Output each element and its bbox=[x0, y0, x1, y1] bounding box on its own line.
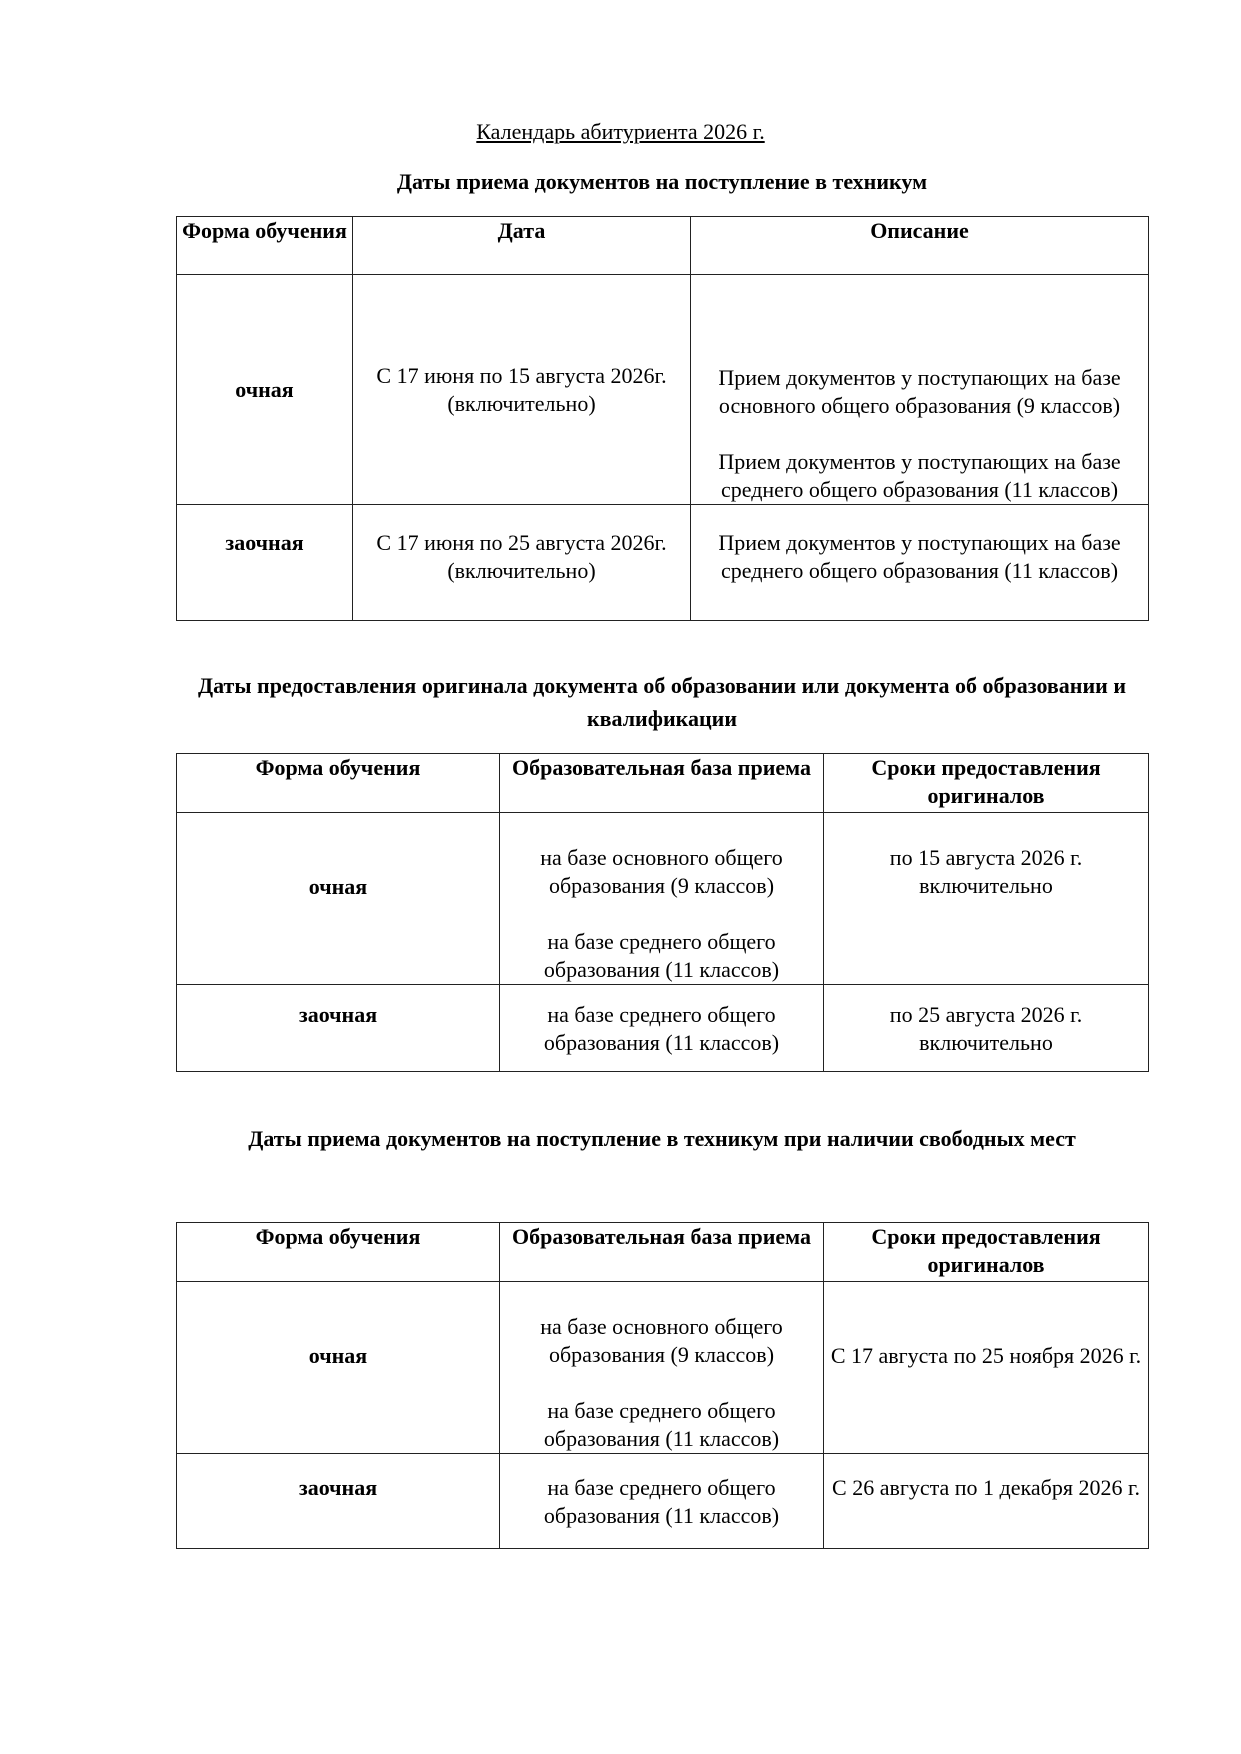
base-text: на базе среднего общего образования (11 классов) bbox=[543, 929, 780, 982]
table-header-row bbox=[177, 1223, 1149, 1282]
header-description: Описание bbox=[691, 217, 1149, 275]
deadline-cell: по 15 августа 2026 г. включительно bbox=[824, 813, 1149, 985]
base-text: на базе среднего общего образования (11 классов) bbox=[543, 1398, 780, 1451]
table-row bbox=[177, 1282, 1149, 1454]
table-header-row bbox=[177, 754, 1149, 813]
form-cell: очная bbox=[177, 275, 353, 505]
base-cell bbox=[500, 813, 824, 985]
header-form: Форма обучения bbox=[177, 217, 353, 275]
table-header-row bbox=[177, 217, 1149, 275]
base-text: на базе среднего общего образования (11 классов) bbox=[543, 1002, 780, 1055]
form-cell: заочная bbox=[177, 505, 353, 621]
form-cell: очная bbox=[177, 813, 500, 985]
form-cell: заочная bbox=[177, 1454, 500, 1549]
page-title bbox=[0, 118, 1241, 146]
base-text: на базе основного общего образования (9 классов) bbox=[540, 845, 783, 898]
table-row bbox=[177, 275, 1149, 505]
header-form: Форма обучения bbox=[177, 754, 500, 813]
header-deadline: Сроки предоставления оригиналов bbox=[824, 1223, 1149, 1282]
description-text: Прием документов у поступающих на базе среднего общего образования (11 классов) bbox=[718, 449, 1121, 502]
base-text: на базе основного общего образования (9 классов) bbox=[540, 1314, 783, 1367]
description-text: Прием документов у поступающих на базе основного общего образования (9 классов) bbox=[718, 365, 1121, 418]
header-base: Образовательная база приема bbox=[500, 1223, 824, 1282]
page-title-text: Календарь абитуриента 2026 г. bbox=[476, 119, 765, 144]
base-text: на базе среднего общего образования (11 классов) bbox=[543, 1475, 780, 1528]
date-cell: С 17 июня по 15 августа 2026г. (включительно) bbox=[353, 275, 691, 505]
section1-heading: Даты приема документов на поступление в техникум bbox=[396, 169, 928, 194]
header-deadline: Сроки предоставления оригиналов bbox=[824, 754, 1149, 813]
admission-dates-table bbox=[176, 216, 1149, 621]
originals-deadlines-table bbox=[176, 753, 1149, 1072]
section3-heading: Даты приема документов на поступление в техникум при наличии свободных мест bbox=[248, 1126, 1076, 1151]
description-text: Прием документов у поступающих на базе среднего общего образования (11 классов) bbox=[718, 530, 1121, 583]
form-cell: очная bbox=[177, 1282, 500, 1454]
header-date: Дата bbox=[353, 217, 691, 275]
section2-heading: Даты предоставления оригинала документа об образовании или документа об образовании и квалификации bbox=[197, 673, 1127, 731]
free-places-table bbox=[176, 1222, 1149, 1549]
date-cell: С 17 июня по 25 августа 2026г. (включительно) bbox=[353, 505, 691, 621]
base-cell bbox=[500, 1454, 824, 1549]
form-cell: заочная bbox=[177, 985, 500, 1072]
base-cell bbox=[500, 1282, 824, 1454]
deadline-cell: С 17 августа по 25 ноября 2026 г. bbox=[824, 1282, 1149, 1454]
table-row bbox=[177, 505, 1149, 621]
deadline-cell: по 25 августа 2026 г. включительно bbox=[824, 985, 1149, 1072]
base-cell bbox=[500, 985, 824, 1072]
description-cell bbox=[691, 505, 1149, 621]
table-row bbox=[177, 985, 1149, 1072]
table-row bbox=[177, 1454, 1149, 1549]
description-cell bbox=[691, 275, 1149, 505]
header-base: Образовательная база приема bbox=[500, 754, 824, 813]
header-form: Форма обучения bbox=[177, 1223, 500, 1282]
deadline-cell: С 26 августа по 1 декабря 2026 г. bbox=[824, 1454, 1149, 1549]
table-row bbox=[177, 813, 1149, 985]
